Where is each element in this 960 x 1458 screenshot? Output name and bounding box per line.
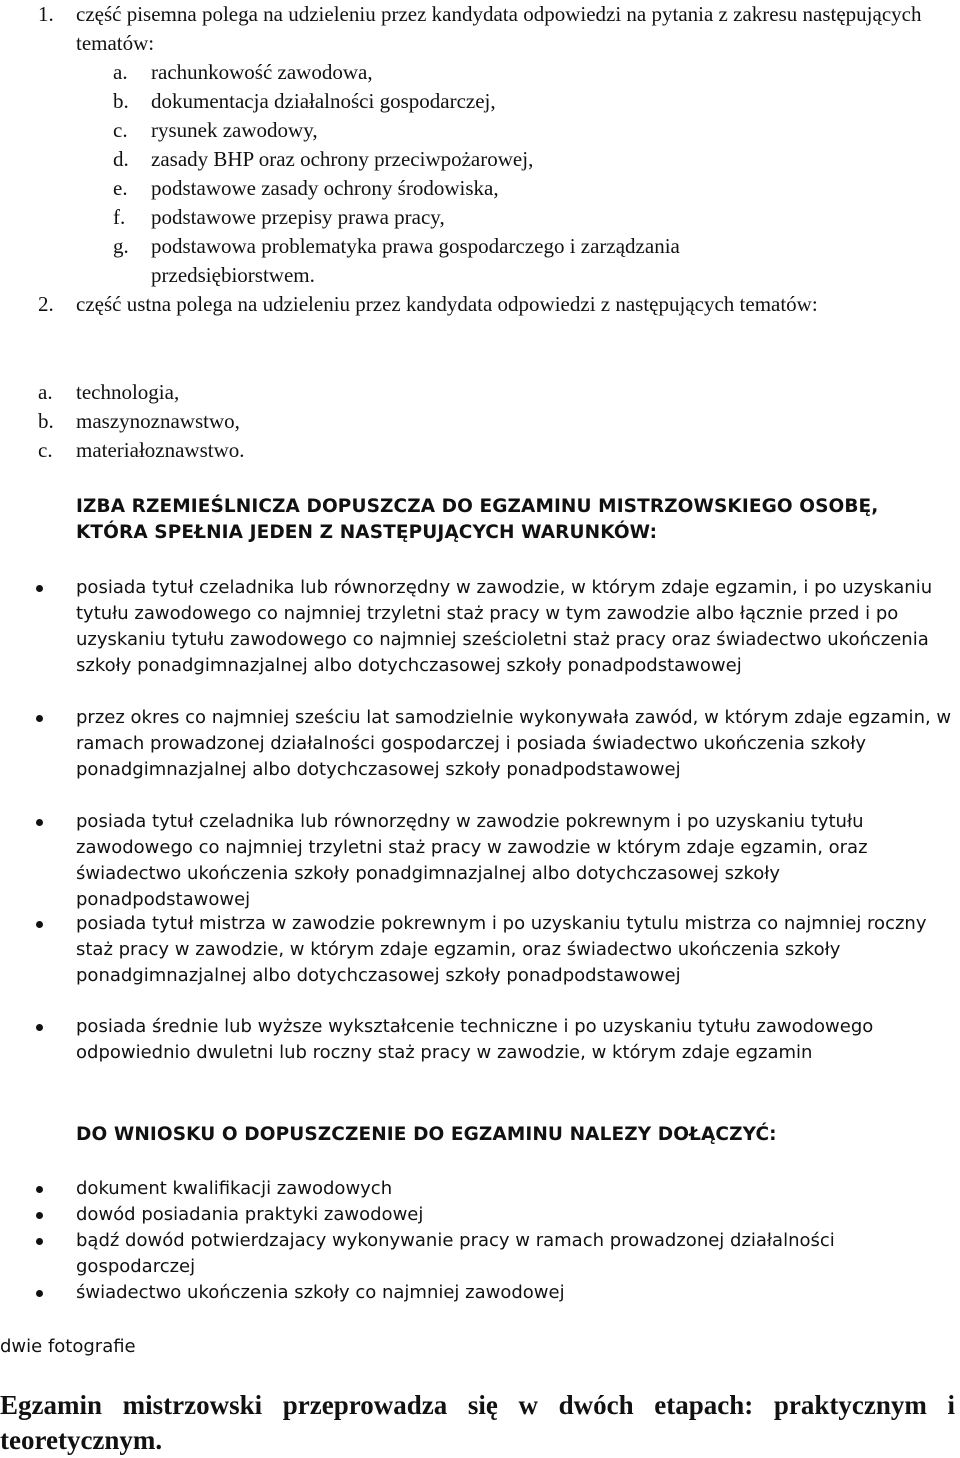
- list-item: [38, 378, 179, 407]
- conditions-heading: IZBA RZEMIEŚLNICZA DOPUSZCZA DO EGZAMINU MISTRZOWSKIEGO OSOBĘ, KTÓRA SPEŁNIA JEDEN Z NASTĘPUJĄCYCH WARUNKÓW:: [76, 496, 879, 543]
- attachments-heading: DO WNIOSKU O DOPUSZCZENIE DO EGZAMINU NALEZY DOŁĄCZYĆ:: [76, 1124, 777, 1145]
- condition-item: [76, 705, 956, 783]
- attachment-item: [76, 1228, 866, 1280]
- oral-part-text: część ustna polega na udzieleniu przez kandydata odpowiedzi z następujących tematów:: [76, 292, 818, 316]
- condition-text: posiada tytuł czeladnika lub równorzędny w zawodzie, w którym zdaje egzamin, i po uzyskaniu tytułu zawodowego co najmniej trzyletni staż pracy w tym zawodzie albo łącznie przed i po uzyskaniu tytułu zawodowego co najmniej sześcioletni staż pracy oraz świadectwo ukończenia szkoły ponadgimnazjalnej albo dotychczasowej szkoły ponadpodstawowej: [76, 577, 933, 676]
- photos-note: dwie fotografie: [0, 1336, 136, 1357]
- list-item: [113, 232, 833, 290]
- list-letter: a.: [38, 380, 53, 404]
- bullet-icon: [36, 1290, 43, 1297]
- attachment-text: bądź dowód potwierdzajacy wykonywanie pracy w ramach prowadzonej działalności gospodarczej: [76, 1230, 835, 1277]
- final-note: Egzamin mistrzowski przeprowadza się w dwóch etapach: praktycznym i teoretycznym.: [0, 1390, 955, 1455]
- list-letter: c.: [113, 118, 128, 142]
- condition-text: posiada tytuł mistrza w zawodzie pokrewnym i po uzyskaniu tytulu mistrza co najmniej roczny staż pracy w zawodzie, w którym zdaje egzamin, oraz świadectwo ukończenia szkoły ponadgimnazjalnej albo dotychczasowej szkoły ponadpodstawowej: [76, 913, 927, 986]
- bullet-icon: [36, 1186, 43, 1193]
- list-item: [113, 203, 913, 232]
- oral-part-number: 2.: [38, 292, 54, 316]
- list-item: [38, 436, 245, 465]
- list-item: [113, 174, 913, 203]
- list-item: [113, 87, 913, 116]
- list-text: maszynoznawstwo,: [76, 409, 240, 433]
- list-text: podstawowa problematyka prawa gospodarczego i zarządzania przedsiębiorstwem.: [151, 234, 680, 287]
- written-part-item: [38, 0, 938, 58]
- list-item: [38, 407, 240, 436]
- list-text: rysunek zawodowy,: [151, 118, 318, 142]
- attachment-text: dokument kwalifikacji zawodowych: [76, 1178, 393, 1199]
- list-letter: b.: [113, 89, 129, 113]
- list-letter: g.: [113, 234, 129, 258]
- condition-text: posiada średnie lub wyższe wykształcenie techniczne i po uzyskaniu tytułu zawodowego odpowiednio dwuletni lub roczny staż pracy w zawodzie, w którym zdaje egzamin: [76, 1016, 874, 1063]
- list-item: [113, 116, 913, 145]
- list-text: materiałoznawstwo.: [76, 438, 245, 462]
- list-letter: e.: [113, 176, 128, 200]
- condition-item: [76, 1014, 956, 1066]
- condition-item: [76, 911, 956, 989]
- list-letter: d.: [113, 147, 129, 171]
- bullet-icon: [36, 1238, 43, 1245]
- bullet-icon: [36, 1212, 43, 1219]
- written-part-number: 1.: [38, 2, 54, 26]
- attachment-text: dowód posiadania praktyki zawodowej: [76, 1204, 424, 1225]
- list-letter: a.: [113, 60, 128, 84]
- list-item: [113, 58, 913, 87]
- list-text: technologia,: [76, 380, 180, 404]
- list-letter: c.: [38, 438, 53, 462]
- list-text: podstawowe zasady ochrony środowiska,: [151, 176, 499, 200]
- condition-text: posiada tytuł czeladnika lub równorzędny w zawodzie pokrewnym i po uzyskaniu tytułu zawodowego co najmniej trzyletni staż pracy w zawodzie w którym zdaje egzamin, oraz świadectwo ukończenia szkoły ponadgimnazjalnej albo dotychczasowej szkoły ponadpodstawowej: [76, 811, 868, 910]
- bullet-icon: [36, 585, 43, 592]
- list-item: [113, 145, 913, 174]
- bullet-icon: [36, 819, 43, 826]
- bullet-icon: [36, 1024, 43, 1031]
- list-letter: f.: [113, 205, 126, 229]
- bullet-icon: [36, 921, 43, 928]
- list-text: rachunkowość zawodowa,: [151, 60, 373, 84]
- list-text: dokumentacja działalności gospodarczej,: [151, 89, 496, 113]
- list-letter: b.: [38, 409, 54, 433]
- written-part-text: część pisemna polega na udzieleniu przez kandydata odpowiedzi na pytania z zakresu następujących tematów:: [76, 2, 922, 55]
- attachment-item: [76, 1280, 956, 1306]
- attachment-item: [76, 1176, 956, 1202]
- condition-item: [76, 809, 956, 913]
- oral-part-item: [38, 290, 898, 319]
- bullet-icon: [36, 715, 43, 722]
- attachment-text: świadectwo ukończenia szkoły co najmniej zawodowej: [76, 1282, 565, 1303]
- condition-text: przez okres co najmniej sześciu lat samodzielnie wykonywała zawód, w którym zdaje egzamin, w ramach prowadzonej działalności gospodarczej i posiada świadectwo ukończenia szkoły ponadgimnazjalnej albo dotychczasowej szkoły ponadpodstawowej: [76, 707, 952, 780]
- list-text: zasady BHP oraz ochrony przeciwpożarowej,: [151, 147, 534, 171]
- attachment-item: [76, 1202, 956, 1228]
- condition-item: [76, 575, 956, 679]
- list-text: podstawowe przepisy prawa pracy,: [151, 205, 445, 229]
